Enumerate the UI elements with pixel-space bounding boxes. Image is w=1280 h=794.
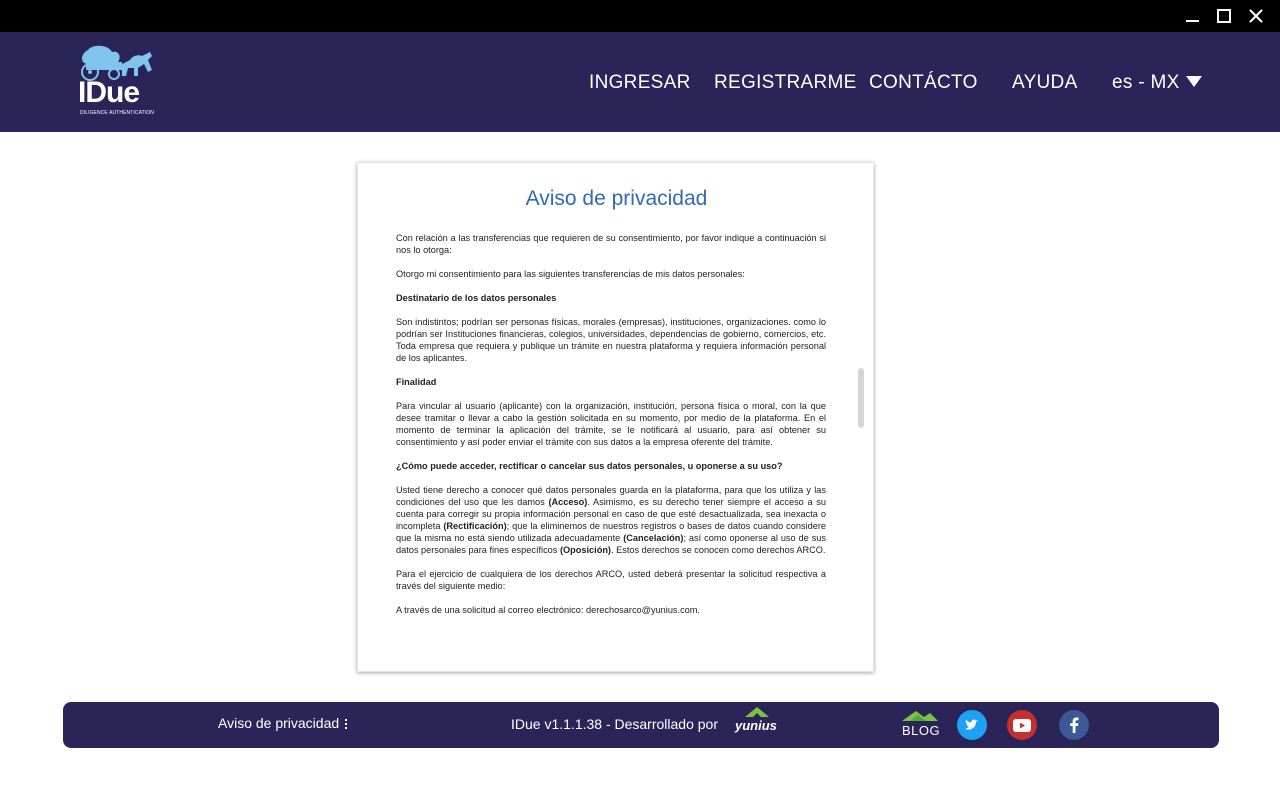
caret-down-icon <box>1186 76 1202 87</box>
privacy-notice-card[interactable] <box>357 162 874 672</box>
blog-mountain-icon <box>900 709 940 723</box>
privacy-link-label: Aviso de privacidad <box>218 715 340 731</box>
paragraph: Para el ejercicio de cualquiera de los derechos ARCO, usted deberá presentar la solicitud respectiva a través del siguiente medio: <box>396 569 826 591</box>
nav-contact[interactable]: CONTÁCTO <box>869 72 978 93</box>
paragraph: Con relación a las transferencias que requieren de su consentimiento, por favor indique a continuación si nos lo otorga: <box>396 233 826 255</box>
language-label: es - MX <box>1112 72 1180 93</box>
scrollbar-thumb[interactable] <box>858 368 864 428</box>
youtube-icon <box>1013 719 1031 732</box>
more-vertical-icon <box>345 717 348 731</box>
blog-label: BLOG <box>902 723 941 738</box>
privacy-notice-body <box>396 232 826 628</box>
minimize-icon[interactable] <box>1176 0 1208 32</box>
footer-privacy-link[interactable] <box>218 715 348 731</box>
window-title-bar <box>0 0 1280 32</box>
twitter-icon <box>964 718 980 732</box>
app-footer <box>63 702 1219 748</box>
nav-help[interactable]: AYUDA <box>1012 72 1078 93</box>
logo-tagline: DILIGENCE AUTHENTICATION <box>80 110 154 116</box>
idue-logo[interactable] <box>78 44 160 116</box>
maximize-icon[interactable] <box>1208 0 1240 32</box>
paragraph: Son indistintos; podrían ser personas físicas, morales (empresas), instituciones, organizaciones. como lo podrían ser Instituciones financieras, colegios, universidades, dependencias de gobierno, comercios, etc. Toda empresa que requiera y publique un trámite en nuestra plataforma y requiera información personal de los aplicantes. <box>396 317 826 363</box>
language-selector[interactable] <box>1112 71 1202 95</box>
yunius-mark-icon <box>745 705 769 717</box>
section-heading: Finalidad <box>396 377 437 387</box>
logo-text: IDue <box>78 76 140 109</box>
version-label: IDue v1.1.1.38 - Desarrollado por <box>511 716 718 732</box>
facebook-button[interactable] <box>1059 710 1089 740</box>
yunius-logo[interactable] <box>735 705 785 741</box>
section-heading: ¿Cómo puede acceder, rectificar o cancelar sus datos personales, u oponerse a su uso? <box>396 461 783 471</box>
app-header <box>0 32 1280 132</box>
youtube-button[interactable] <box>1007 710 1037 740</box>
paragraph: A través de una solicitud al correo electrónico: derechosarco@yunius.com. <box>396 605 700 615</box>
twitter-button[interactable] <box>957 710 987 740</box>
section-heading: Destinatario de los datos personales <box>396 293 557 303</box>
blog-link[interactable] <box>900 709 942 741</box>
nav-register[interactable]: REGISTRARME <box>714 72 857 93</box>
facebook-icon <box>1069 717 1079 733</box>
page-title: Aviso de privacidad <box>525 187 708 210</box>
paragraph: Para vincular al usuario (aplicante) con la organización, institución, persona física o moral, con la que desee tramitar o llevar a cabo la gestión solicitada en su momento, por medio de la plataforma. En el momento de terminar la aplicación del trámite, se le notificará al usuario, para así obtener su consentimiento y así poder enviar el trámite con sus datos a la empresa oferente del trámite. <box>396 401 826 447</box>
paragraph: Otorgo mi consentimiento para las siguientes transferencias de mis datos personales: <box>396 269 745 279</box>
close-icon[interactable] <box>1240 0 1272 32</box>
paragraph-arco-rights: Usted tiene derecho a conocer qué datos personales guarda en la plataforma, para que los utiliza y las condiciones del uso que les damos (Acceso). Asimismo, es su derecho tener siempre el acceso a su cuenta para corregir su propia información personal en caso de que esté desactualizada, sea inexacta o incompleta (Rectificación); que la eliminemos de nuestros registros o bases de datos cuando considere que la misma no está siendo utilizada adecuadamente (Cancelación); así como oponerse al uso de sus datos personales para fines específicos (Oposición). Estos derechos se conocen como derechos ARCO. <box>396 485 826 555</box>
nav-login[interactable]: INGRESAR <box>589 72 691 93</box>
brand-text: yunius <box>735 718 777 733</box>
